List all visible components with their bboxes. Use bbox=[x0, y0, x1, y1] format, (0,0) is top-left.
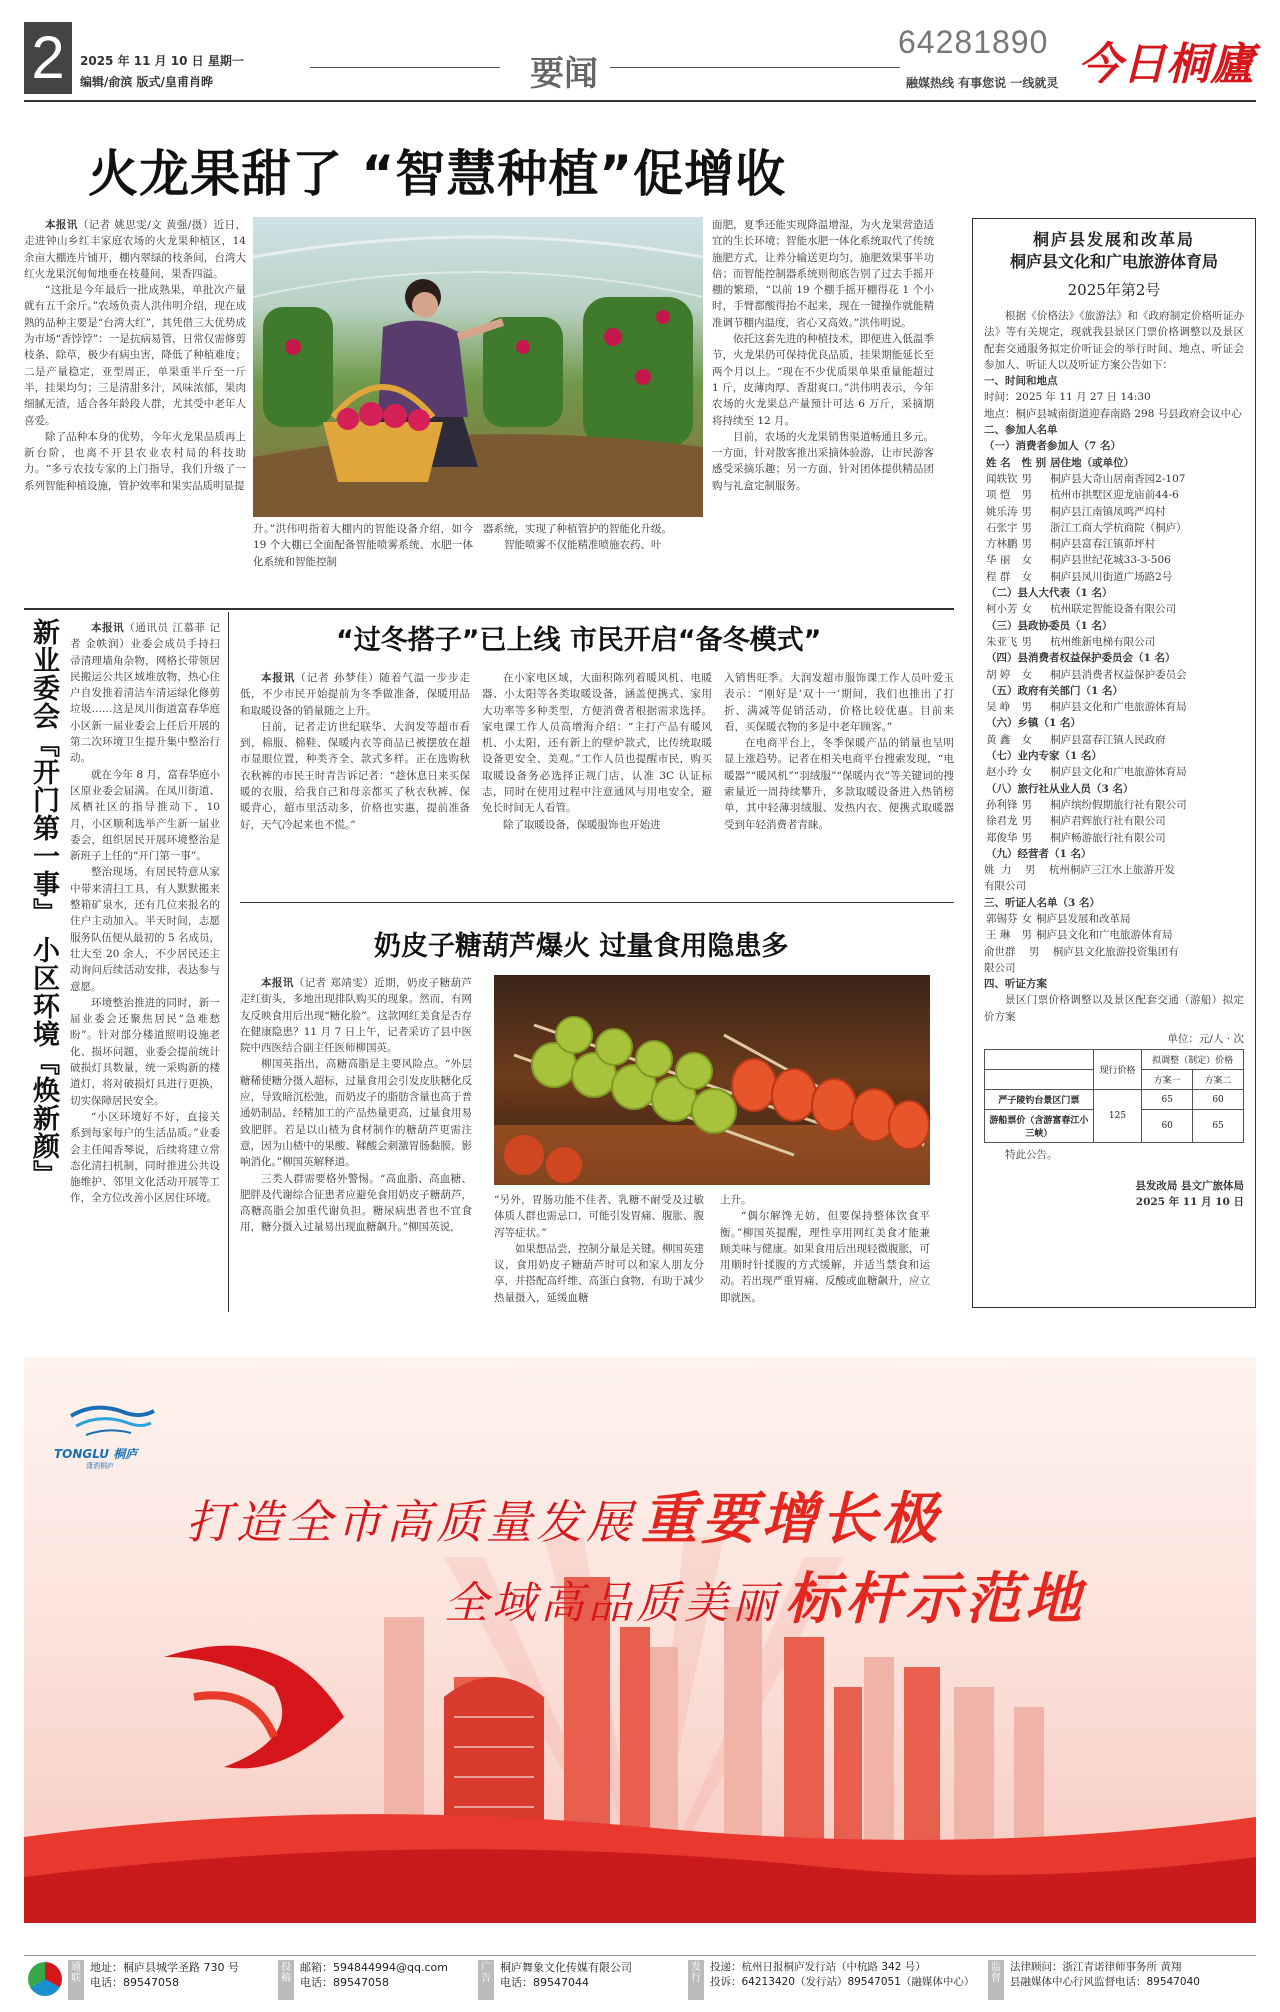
list-item: 华 丽 女 桐庐县世纪花城33-3-506 bbox=[986, 554, 1171, 567]
notice-sec3: 三、听证人名单（3 名） bbox=[984, 896, 1100, 909]
photo-dragonfruit-farm bbox=[253, 217, 703, 517]
list-item: 王 琳 男 桐庐县文化和广电旅游体育局 bbox=[986, 929, 1173, 942]
group-title: （六）乡镇（1 名） bbox=[986, 717, 1081, 730]
group-title: （七）业内专家（1 名） bbox=[986, 750, 1102, 763]
table-row: 严子陵钓台景区门票 125 65 60 bbox=[985, 1090, 1244, 1110]
paper-logo: 今日桐廬 bbox=[1078, 39, 1254, 90]
price-unit: 单位：元/人 · 次 bbox=[1167, 1033, 1244, 1046]
footer bbox=[68, 1960, 1256, 2000]
group-title: （五）政府有关部门（1 名） bbox=[986, 684, 1123, 697]
article2-divider bbox=[228, 612, 229, 1312]
list-item: 朱亚飞 男 杭州维新电梯有限公司 bbox=[986, 635, 1156, 648]
slogan2-part-b: 标杆示范地 bbox=[785, 1566, 1086, 1632]
hearer-list bbox=[984, 911, 1175, 944]
article3-col1: 本报讯（记者 孙梦佳）随着气温一步步走低，不少市民开始提前为冬季做准备，保暖用品和取暖设备的销量随之上升。 日前，记者走访世纪联华、大润发等超市看到，棉服、棉鞋、保暖内衣等商品已被摆放在超市显眼位置，种类齐全、款式多样。正在选购秋衣秋裤的市民王时青告诉记者：“趁休息日来买保暖的衣服，给我自己和母亲都买了秋衣秋裤、保暖背心，超市里活动多，价格也实惠，提前准备好，天气冷起来也不慌。” bbox=[240, 672, 470, 831]
banner-slogan-line1 bbox=[186, 1475, 941, 1555]
notice-hearer3: 俞世群 男 桐庐县文化旅游投资集团有 bbox=[984, 945, 1179, 958]
notice-sec1: 一、时间和地点 bbox=[984, 375, 1058, 388]
list-item: 徐君龙 男 桐庐君辉旅行社有限公司 bbox=[986, 815, 1166, 828]
article1-headline: 火龙果甜了 “智慧种植”促增收 bbox=[88, 145, 787, 203]
tonglu-logo-sub: 潇洒桐庐 bbox=[86, 1462, 114, 1470]
tonglu-logo-icon bbox=[66, 1401, 156, 1441]
list-item: 吴 峥 男 桐庐县文化和广电旅游体育局 bbox=[986, 701, 1187, 714]
banner-slogan-line2 bbox=[444, 1555, 1085, 1635]
list-item: 郑俊华 男 桐庐畅游旅行社有限公司 bbox=[986, 831, 1166, 844]
group-title: （八）旅行社从业人员（3 名） bbox=[986, 782, 1134, 795]
list-item: 郭锡芬 女 桐庐县发展和改革局 bbox=[986, 912, 1131, 925]
notice-closing: 特此公告。 bbox=[1005, 1149, 1058, 1162]
article4-col3: 上升。 “偶尔解馋无妨，但要保持整体饮食平衡。”柳国英提醒，理性享用网红美食才能兼顾美味与健康。如果食用后出现轻微腹胀，可用顺时针揉腹的方式缓解，并适当禁食和运动。若出现严重胃痛、反酸或血糖飙升，应立即就医。 bbox=[720, 1194, 930, 1304]
footer-contact: 通联 地址：桐庐县城学圣路 730 号 电话：89547058 bbox=[68, 1960, 268, 2000]
hotline-number: 64281890 bbox=[898, 24, 1049, 60]
editors: 编辑/俞滨 版式/皇甫肖晔 bbox=[80, 75, 213, 89]
notice-org1: 桐庐县发展和改革局 bbox=[1032, 230, 1195, 249]
group-title: （三）县政协委员（1 名） bbox=[986, 619, 1113, 632]
notice-hearer3-cont: 限公司 bbox=[984, 961, 1016, 974]
price-col-plan2: 方案二 bbox=[1193, 1070, 1244, 1090]
list-item: 项 恺 男 杭州市拱墅区迎龙庙前44-6 bbox=[986, 489, 1179, 502]
article4-col1: 本报讯（记者 郑靖雯）近期，奶皮子糖葫芦走红街头，多地出现排队购买的现象。然而，有网友反映食用后出现“糖化脸”。这款网红美食是否存在健康隐患？11 月 7 日上午，记者采访了县中医院中西医结合副主任医师柳国英。 柳国英指出，高糖高脂是主要风险点。“外层糖稀使糖分摄入超标，过量食用会引发皮肤糖化反应，导致暗沉松弛，而奶皮子的脂肪含量也高于普通奶制品，经精加工的产品热量更高，过量食用易致肥胖。若是以山楂为食材制作的糖葫芦更需注意，因为山楂中的果酸、鞣酸会刺激胃肠黏膜，影响消化。”柳国英解释道。 三类人群需要格外警惕。“高血脂、高血糖、肥胖及代谢综合征患者应避免食用奶皮子糖葫芦，高糖高脂会加重代谢负担。糖尿病患者也不宜食用，糖分摄入过量易出现血糖飙升。”柳国英说， bbox=[240, 977, 472, 1234]
header-rule-right bbox=[610, 67, 900, 68]
article2-body: 本报讯（通讯员 江慕菲 记者 金帙润）业委会成员手持扫帚清理墙角杂物，网格长带领居民搬运公共区域堆放物，热心住户自发推着清洁车清运绿化修剪垃圾……这是凤川街道富春华庭小区新一届业委会上任后开展的第二次环境卫生提升集中整治行动。 就在今年 8 月，富春华庭小区原业委会届满。在凤川街道、凤栖社区的指导推动下，10 月，小区顺利选举产生新一届业委会，组织居民开展环境整治是新班子上任的“开门第一事”。 整治现场，有居民特意从家中带来清扫工具，有人默默搬来整箱矿泉水，还有几位来报名的住户主动加入。半天时间，志愿服务队伍便从最初的 5 名成员，壮大至 20 余人，不少居民还主动询问后续活动安排，表达参与意愿。 环境整治推进的同时，新一届业委会还聚焦居民“急难愁盼”。针对部分楼道照明设施老化、损坏问题，业委会提前统计破损灯具数量，统一采购新的楼道灯，将对破损灯具进行更换，切实保障居民安全。 “小区环境好不好，直接关系到每家每户的生活品质。”业委会主任闻香琴说，后续将建立常态化清扫机制，同时推进公共设施维护、邻里文化活动开展等工作，全方位改善小区居住环境。 bbox=[70, 622, 220, 1205]
notice-intro: 根据《价格法》《旅游法》和《政府制定价格听证办法》等有关规定，现就我县景区门票价格调整以及景区配套交通服务拟定价听证会的举行时间、地点、听证会参加人、听证人以及听证方案公告如下： bbox=[984, 310, 1244, 371]
notice-org2: 桐庐县文化和广电旅游体育局 bbox=[1009, 252, 1218, 271]
notice-sign-date: 2025 年 11 月 10 日 bbox=[1135, 1195, 1244, 1208]
page-number: 2 bbox=[24, 22, 72, 94]
article2-vertical-headline: 新业委会『开门第一事』 小区环境『焕新颜』 bbox=[28, 618, 59, 1189]
article1-col4: 面肥，夏季还能实现降温增湿，为火龙果营造适宜的生长环境；智能水肥一体化系统取代了传统施肥方式，让养分输送更均匀，施肥效果事半功倍；而智能控制器系统则彻底告别了过去手摇开棚的繁琐，“以前 19 个棚手摇开棚得花 1 个小时，手臂都酸得抬不起来，现在一键操作就能精准调节棚内温度，省心又高效。”洪伟明说。 依托这套先进的种植技术，即便进入低温季节，火龙果仍可保持优良品质，挂果期能延长至两个月以上。“现在不少优质果单果重量能超过 1 斤，皮薄肉厚、香甜爽口。”洪伟明表示，今年农场的火龙果总产量预计可达 6 万斤，采摘期将持续至 12 月。 目前，农场的火龙果销售渠道畅通且多元。一方面，针对散客推出采摘体验游，让市民游客感受采摘乐趣；另一方面，针对团体提供精品团购与礼盒定制服务。 bbox=[712, 219, 934, 492]
list-item: 闻轶钦 男 桐庐县大奇山居南香园2-107 bbox=[986, 472, 1186, 485]
price-col-plan1: 方案一 bbox=[1142, 1070, 1193, 1090]
photo-tanghulu bbox=[494, 975, 930, 1185]
article1-col3: 器系统，实现了种植管护的智能化升级。 智能喷雾不仅能精准喷施农药、叶 bbox=[483, 523, 672, 552]
price-col-current: 现行价格 bbox=[1093, 1050, 1142, 1090]
table-row: 游船票价（含游富春江小三峡） 60 65 bbox=[985, 1110, 1244, 1143]
notice-sec4: 四、听证方案 bbox=[984, 978, 1047, 991]
divider-top-left bbox=[24, 608, 954, 610]
list-item: 方林鹏 男 桐庐县富春江镇茆坪村 bbox=[986, 538, 1156, 551]
list-item: 孙利锋 男 桐庐缤纷假期旅行社有限公司 bbox=[986, 798, 1187, 811]
footer-submission: 投稿 邮箱：594844994@qq.com 电话：89547058 bbox=[278, 1960, 468, 2000]
promo-banner bbox=[24, 1357, 1256, 1923]
section-title: 要闻 bbox=[530, 54, 598, 94]
slogan2-part-a: 全域高品质美丽 bbox=[444, 1578, 780, 1629]
list-item: 赵小玲 女 桐庐县文化和广电旅游体育局 bbox=[986, 766, 1187, 779]
article4-divider bbox=[240, 902, 954, 903]
article3-headline: “过冬搭子”已上线 市民开启“备冬模式” bbox=[336, 625, 822, 656]
list-item: 胡 婷 女 桐庐县消费者权益保护委员会 bbox=[986, 668, 1187, 681]
article4-headline: 奶皮子糖葫芦爆火 过量食用隐患多 bbox=[374, 931, 789, 962]
list-header: 姓 名 性 别 居住地（或单位） bbox=[986, 456, 1135, 469]
footer-supervision: 监督 法律顾问：浙江青诺律师事务所 黄翔 县融媒体中心行风监督电话：89547040 bbox=[988, 1960, 1248, 2000]
list-item: 姚乐涛 男 桐庐县江南镇凤鸣严坞村 bbox=[986, 505, 1166, 518]
group-title: （二）县人大代表（1 名） bbox=[986, 587, 1113, 600]
article3-col3: 入销售旺季。大润发超市服饰课工作人员叶爱玉表示：“刚好是‘双十一’期间，我们也推出了打折、满减等促销活动，价格比较优惠。目前来看，买保暖衣物的多是中老年顾客。” 在电商平台上，冬季保暖产品的销量也呈明显上涨趋势。记者在相关电商平台搜索发现，“电暖器”“暖风机”“羽绒服”“保暖内衣”等关键词的搜索量近一周持续攀升，多款取暖设备进入热销榜单，其中轻薄羽绒服、发热内衣、便携式取暖器受到年轻消费者青睐。 bbox=[724, 672, 954, 831]
notice-plan: 景区门票价格调整以及景区配套交通（游船）拟定价方案 bbox=[984, 994, 1244, 1023]
notice-issue: 2025年第2号 bbox=[1067, 281, 1161, 299]
group-title: （九）经营者（1 名） bbox=[986, 847, 1092, 860]
article4-col2: “另外，胃肠功能不佳者、乳糖不耐受及过敏体质人群也需忌口，可能引发胃痛、腹胀、腹泻等症状。” 如果想品尝，控制分量是关键。柳国英建议，食用奶皮子糖葫芦时可以和家人朋友分享，并搭配高纤维、高蛋白食物，有助于减少热量摄入，延缓血糖 bbox=[494, 1194, 704, 1304]
article3-col2: 在小家电区域，大面积陈列着暖风机、电暖器、小太阳等各类取暖设备，涵盖便携式、家用大功率等多种类型，方便消费者根据需求选择。家电课工作人员高增海介绍：“主打产品有暖风机、小太阳，还有新上的壁炉款式，比传统取暖设备更安全、美观。”工作人员也提醒市民，购买取暖设备务必选择正规门店，认准 3C 认证标志，同时在使用过程中注意通风与用电安全，避免长时间无人看管。 除了取暖设备，保暖服饰也开始进 bbox=[482, 672, 712, 831]
notice-operator: 姚 力 男 杭州桐庐三江水上旅游开发 bbox=[984, 864, 1175, 877]
slogan1-part-b: 重要增长极 bbox=[641, 1486, 942, 1552]
article1-col2: 升。”洪伟明指着大棚内的智能设备介绍，如今 19 个大棚已全面配备智能喷雾系统、水肥一体化系统和智能控制 bbox=[253, 523, 473, 568]
issue-date: 2025 年 11 月 10 日 星期一 bbox=[80, 54, 244, 68]
price-table bbox=[984, 1049, 1244, 1143]
list-item: 黄 鑫 女 桐庐县富春江镇人民政府 bbox=[986, 733, 1166, 746]
tonglu-logo-text: TONGLU 桐庐 bbox=[54, 1447, 138, 1461]
list-item: 程 群 女 桐庐县凤川街道广场路2号 bbox=[986, 570, 1173, 583]
footer-advertising: 广告 桐庐舞象文化传媒有限公司 电话：89547044 bbox=[478, 1960, 678, 2000]
header-rule-left bbox=[310, 67, 500, 68]
group-title: （四）县消费者权益保护委员会（1 名） bbox=[986, 652, 1176, 665]
slogan1-part-a: 打造全市高质量发展 bbox=[186, 1495, 636, 1549]
participant-list bbox=[984, 455, 1189, 862]
banner-skyline bbox=[24, 1357, 1256, 1923]
price-col-proposed: 拟调整（制定）价格 bbox=[1142, 1050, 1244, 1070]
header-bottom-rule bbox=[24, 100, 1256, 102]
notice-consumer-title: （一）消费者参加人（7 名） bbox=[984, 440, 1121, 453]
notice-operator-cont: 有限公司 bbox=[984, 880, 1026, 893]
footer-rule bbox=[24, 1955, 1256, 1956]
notice-time: 时间：2025 年 11 月 27 日 14:30 bbox=[984, 391, 1151, 404]
notice-signers: 县发改局 县文广旅体局 bbox=[1135, 1179, 1244, 1192]
notice-place: 地点：桐庐县城南街道迎春南路 298 号县政府会议中心 bbox=[984, 407, 1242, 420]
footer-distribution: 发行 投递：杭州日报桐庐发行站（中杭路 342 号） 投诉：64213420（发行站）89547051（融媒体中心） bbox=[688, 1960, 978, 2000]
public-notice-box bbox=[972, 218, 1256, 1308]
notice-sec2: 二、参加人名单 bbox=[984, 424, 1058, 437]
hotline-slogans: 融媒热线 有事您说 一线就灵 bbox=[906, 76, 1059, 90]
list-item: 石张宇 男 浙江工商大学杭商院（桐庐） bbox=[986, 521, 1187, 534]
list-item: 柯小芳 女 杭州联定智能设备有限公司 bbox=[986, 603, 1177, 616]
article1-col1: 本报讯（记者 姚思雯/文 黄强/摄）近日，走进钟山乡红丰家庭农场的火龙果种植区，14余亩大棚连片铺开，棚内翠绿的枝条间，台湾大红火龙果沉甸甸地垂在枝蔓间，果香四溢。 “这批是今年最后一批成熟果，单批次产量就有五千余斤。”农场负责人洪伟明介绍，现在成熟的品种主要是“台湾大红”，其凭借三大优势成为市场“香饽饽”：一是抗病易管，日常仅需修剪枝条、除草，极少有病虫害，降低了种植难度；二是产量稳定，亚型周正，单果重半斤至一斤半，挂果均匀；三是清甜多汁，风味浓郁，果肉细腻无渣，适合各年龄段人群，尤其受中老年人喜爱。 除了品种本身的优势，今年火龙果品质再上新台阶，也离不开县农业农村局的科技助力。“多亏农技专家的上门指导，我们升级了一系列智能种植设施，管护效率和果实品质明显提 bbox=[24, 219, 246, 492]
footer-emblem-icon bbox=[28, 1962, 62, 1996]
